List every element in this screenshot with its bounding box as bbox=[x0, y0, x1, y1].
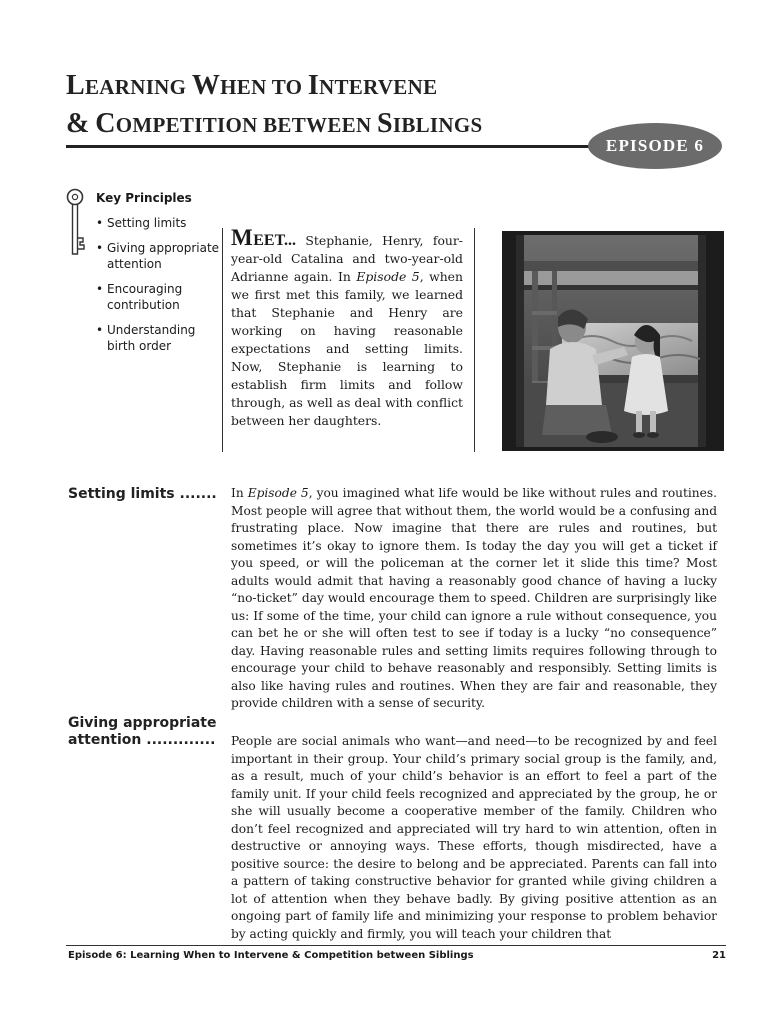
list-item: • Giving appropriate attention bbox=[96, 240, 221, 272]
list-item: • Encouraging contribution bbox=[96, 281, 221, 313]
setting-limits-heading: Setting limits ....... bbox=[68, 486, 217, 502]
page-title-line-1 bbox=[66, 70, 437, 102]
family-photo bbox=[502, 231, 724, 451]
meet-drop-cap: M bbox=[231, 225, 254, 250]
footer-rule bbox=[66, 945, 726, 946]
giving-attention-heading-line-2: attention ............. bbox=[68, 732, 216, 748]
title-cap: S bbox=[376, 108, 393, 139]
key-principles-list bbox=[96, 215, 221, 363]
title-cap: C bbox=[95, 108, 116, 139]
setting-limits-paragraph bbox=[231, 485, 717, 713]
setting-limits-text: , you imagined what life would be like without rules and routines. Most people will agree that without them, the world would be a confusing and frustrating place. Now imagine that there are rules and routines, but sometimes it’s okay to ignore them. Is today the day you will get a ticket if you speed, or will the policeman at the corner let it slide this time? Most adults would admit that having a reasonably good chance of having a lucky “no-ticket” day would encourage them to speed. Children are surprisingly like us: If some of the time, your child can ignore a rule without consequence, you can bet he or she will often test to see if today is a lucky “no consequence” day. Having reasonable rules and setting limits requires following through to encourage your child to behave reasonably and responsibly. Setting limits is also like having rules and routines. When they are fair and reasonable, they provide children with a sense of security. bbox=[231, 486, 717, 710]
footer-running-title: Episode 6: Learning When to Intervene & Competition between Siblings bbox=[68, 950, 474, 961]
giving-attention-heading bbox=[68, 715, 216, 749]
title-cap: & bbox=[66, 108, 90, 139]
title-rule bbox=[66, 145, 591, 148]
title-cap: L bbox=[66, 70, 85, 101]
meet-text: Stephanie, Henry, four-year-old Catalina and two-year-old Adrianne again. In bbox=[231, 233, 463, 284]
title-word: IBLINGS bbox=[392, 113, 483, 137]
key-icon bbox=[66, 188, 90, 264]
setting-limits-text: In bbox=[231, 486, 248, 500]
list-item: • Understanding birth order bbox=[96, 322, 221, 354]
page-number: 21 bbox=[712, 950, 726, 961]
title-word: EARNING bbox=[84, 75, 192, 99]
column-divider bbox=[474, 228, 475, 452]
giving-attention-heading-line-1: Giving appropriate bbox=[68, 715, 217, 731]
setting-limits-episode-ref: Episode 5 bbox=[247, 486, 309, 500]
meet-lead: EET... bbox=[253, 232, 297, 249]
title-cap: W bbox=[191, 70, 221, 101]
list-item: • Setting limits bbox=[96, 215, 221, 231]
meet-episode-ref: Episode 5 bbox=[356, 269, 420, 284]
meet-intro-paragraph bbox=[231, 225, 463, 430]
title-word: NTERVENE bbox=[319, 75, 438, 99]
title-word: OMPETITION BETWEEN bbox=[115, 113, 377, 137]
column-divider bbox=[222, 228, 223, 452]
giving-attention-paragraph: People are social animals who want—and need—to be recognized by and feel important in their group. Your child’s primary social group is the family, and, as a result, much of your child’s behavior is an effort to feel a part of the family unit. If your child feels recognized and appreciated by the group, he or she will usually become a cooperative member of the family. Children who don’t feel recognized and appreciated will try hard to win attention, often in destructive or annoying ways. These efforts, though misdirected, have a positive source: the desire to belong and be appreciated. Parents can fall into a pattern of taking constructive behavior for granted while giving children a lot of attention when they behave badly. By giving positive attention as an ongoing part of family life and minimizing your response to problem behavior by acting quickly and firmly, you will teach your children that bbox=[231, 734, 717, 941]
episode-badge: EPISODE 6 bbox=[588, 123, 722, 169]
title-word: HEN TO bbox=[220, 75, 308, 99]
key-principles-heading: Key Principles bbox=[96, 191, 192, 205]
page-title-line-2 bbox=[66, 108, 482, 140]
meet-text: , when we first met this family, we learned that Stephanie and Henry are working on having reasonable expectations and setting limits. Now, Stephanie is learning to establish firm limits and follow through, as well as deal with conflict between her daughters. bbox=[231, 269, 463, 428]
title-cap: I bbox=[307, 70, 320, 101]
